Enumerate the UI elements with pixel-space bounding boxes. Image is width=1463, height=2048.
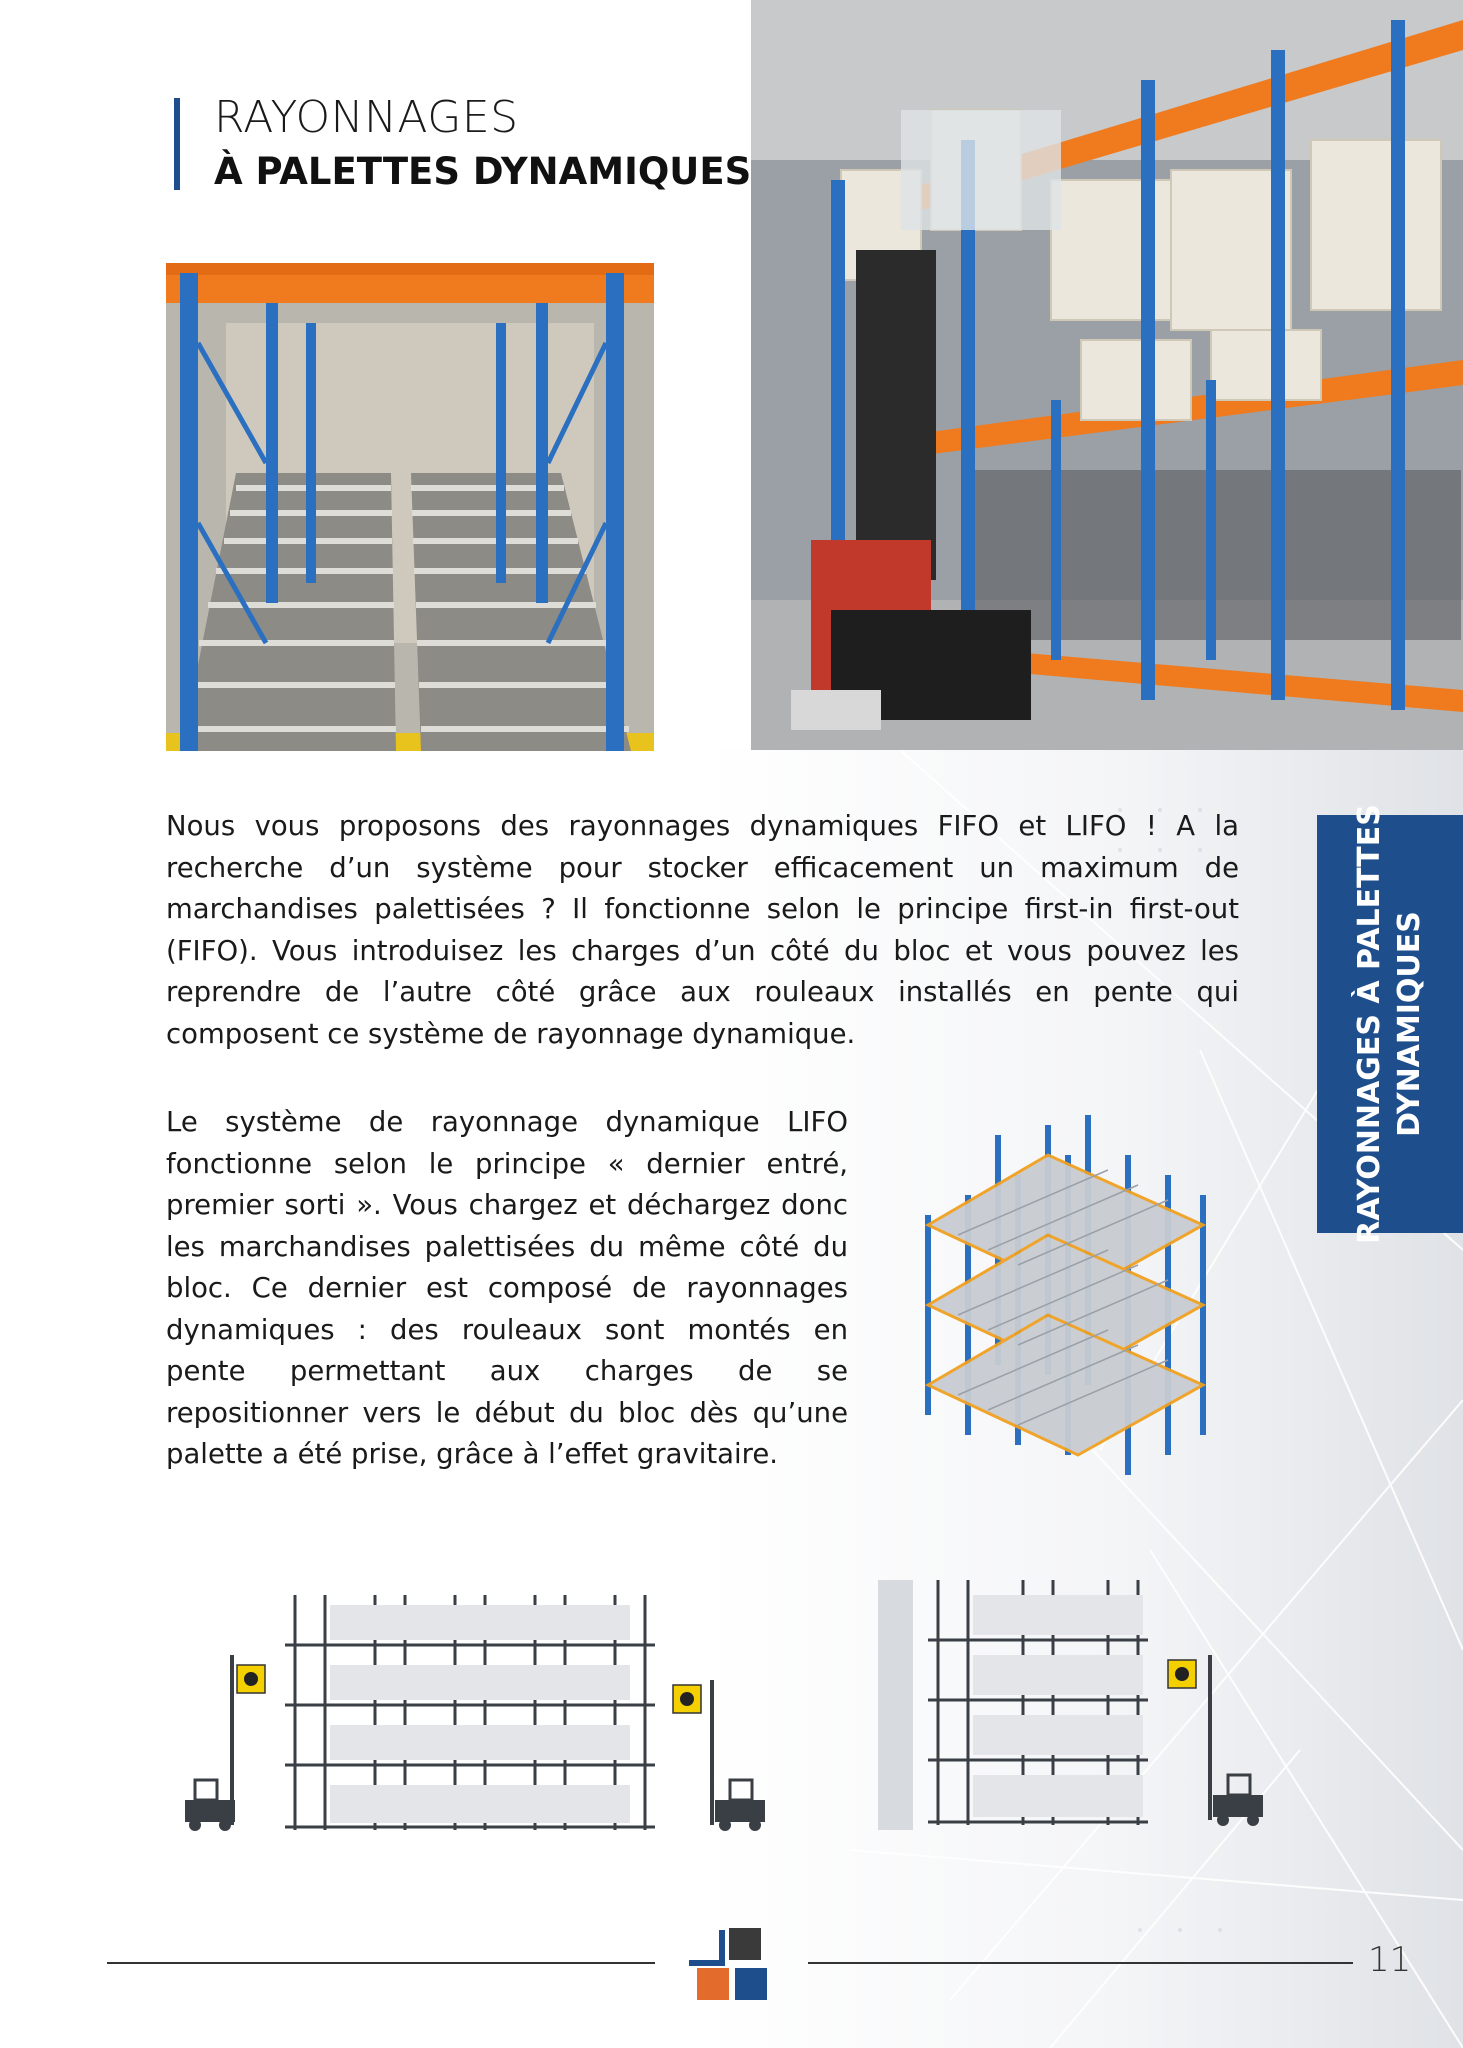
- page-title: RAYONNAGES: [214, 92, 519, 143]
- intro-paragraph: Nous vous proposons des rayonnages dynamiques FIFO et LIFO ! A la recherche d’un système pour stocker efficacement un maximum de marchandises palettisées ? Il fonctionne selon le principe first-in first-out (FIFO). Vous introduisez les charges d’un côté du bloc et vous pouvez les reprendre de l’autre côté grâce aux rouleaux installés en pente qui composent ce système de rayonnage dynamique.: [166, 810, 1239, 1050]
- side-tab-line1: RAYONNAGES À PALETTES: [1352, 804, 1387, 1244]
- side-tab-label: [1350, 804, 1430, 1244]
- roller-rack-photo: [166, 263, 654, 751]
- company-logo: [685, 1920, 777, 2012]
- lifo-paragraph: Le système de rayonnage dynamique LIFO fonctionne selon le principe « dernier entré, premier sorti ». Vous chargez et déchargez donc les marchandises palettisées du même côté du bloc. Ce dernier est composé de rayonnages dynamiques : des rouleaux sont montés en pente permettant aux charges de se repositionner vers le début du bloc dès qu’une palette a été prise, grâce à l’effet gravitaire.: [166, 1106, 848, 1470]
- section-side-tab: [1317, 804, 1463, 1244]
- fifo-diagram: [180, 1585, 770, 1835]
- side-tab-line2: DYNAMIQUES: [1392, 911, 1427, 1137]
- footer-divider-right: [808, 1962, 1353, 1964]
- lifo-diagram: [873, 1570, 1273, 1835]
- rack-3d-illustration: [918, 1115, 1218, 1485]
- warehouse-forklift-photo: [751, 0, 1463, 750]
- title-accent-bar: [174, 98, 180, 190]
- footer-divider-left: [107, 1962, 655, 1964]
- page-subtitle: À PALETTES DYNAMIQUES: [214, 150, 752, 193]
- page-number: 11: [1368, 1940, 1412, 1980]
